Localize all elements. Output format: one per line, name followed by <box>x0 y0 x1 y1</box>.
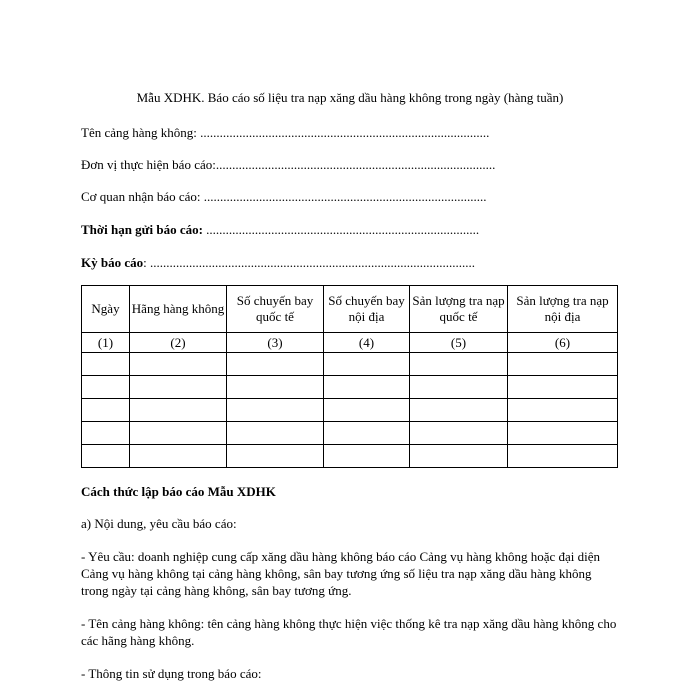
table-cell[interactable] <box>508 399 618 422</box>
table-row <box>82 399 618 422</box>
table-header-row <box>82 286 618 333</box>
field-dots: : .................................................................................................... <box>143 255 475 270</box>
table-cell[interactable] <box>130 399 227 422</box>
airport-name-paragraph: - Tên cảng hàng không: tên cảng hàng không thực hiện việc thống kê tra nạp xăng dầu hàng không cho các hãng hàng không. <box>81 616 617 648</box>
col-header-domestic-flights: Số chuyến bay nội địa <box>324 286 410 333</box>
col-header-date: Ngày <box>82 286 130 333</box>
report-info-paragraph: - Thông tin sử dụng trong báo cáo: <box>81 666 262 681</box>
col-number: (4) <box>324 333 410 353</box>
table-cell[interactable] <box>324 422 410 445</box>
field-label: Kỳ báo cáo <box>81 255 144 270</box>
table-cell[interactable] <box>130 353 227 376</box>
table-cell[interactable] <box>410 422 508 445</box>
table-cell[interactable] <box>227 422 324 445</box>
table-cell[interactable] <box>508 376 618 399</box>
table-cell[interactable] <box>227 376 324 399</box>
table-cell[interactable] <box>410 376 508 399</box>
table-cell[interactable] <box>227 399 324 422</box>
table-cell[interactable] <box>82 399 130 422</box>
col-header-domestic-volume: Sản lượng tra nạp nội địa <box>508 286 618 333</box>
table-cell[interactable] <box>324 445 410 468</box>
table-cell[interactable] <box>324 353 410 376</box>
table-cell[interactable] <box>410 399 508 422</box>
table-cell[interactable] <box>130 445 227 468</box>
field-dots: ....................................................................................... <box>200 189 487 204</box>
field-reporting-period <box>81 255 475 271</box>
field-deadline <box>81 222 479 238</box>
field-label: Cơ quan nhận báo cáo: <box>81 189 201 204</box>
field-reporting-unit <box>81 157 495 173</box>
table-cell[interactable] <box>227 353 324 376</box>
table-cell[interactable] <box>82 353 130 376</box>
col-number: (5) <box>410 333 508 353</box>
field-dots: ......................................................................................... <box>196 125 490 140</box>
col-number: (2) <box>130 333 227 353</box>
col-number: (1) <box>82 333 130 353</box>
requirements-paragraph: - Yêu cầu: doanh nghiệp cung cấp xăng dầu hàng không báo cáo Cảng vụ hàng không hoặc đại diện Cảng vụ hàng không tại cảng hàng không, sân bay tương ứng số liệu tra nạp xăng dầu hàng không trong ngày tại cảng hàng không, sân bay tương ứng. <box>81 549 601 598</box>
field-dots: .................................................................................... <box>202 222 480 237</box>
table-number-row <box>82 333 618 353</box>
col-number: (6) <box>508 333 618 353</box>
table-row <box>82 376 618 399</box>
table-cell[interactable] <box>82 422 130 445</box>
col-header-airline: Hãng hàng không <box>130 286 227 333</box>
field-receiving-agency <box>81 189 487 205</box>
table-cell[interactable] <box>508 445 618 468</box>
table-row <box>82 353 618 376</box>
table-cell[interactable] <box>508 422 618 445</box>
table-cell[interactable] <box>324 399 410 422</box>
field-label: Tên cảng hàng không: <box>81 125 197 140</box>
form-title: Mẫu XDHK. Báo cáo số liệu tra nạp xăng dầu hàng không trong ngày (hàng tuần) <box>136 90 564 105</box>
instructions-heading: Cách thức lập báo cáo Mẫu XDHK <box>81 484 276 499</box>
table-cell[interactable] <box>508 353 618 376</box>
table-row <box>82 422 618 445</box>
field-dots: ...................................................................................... <box>215 157 496 172</box>
table-cell[interactable] <box>227 445 324 468</box>
table-cell[interactable] <box>410 353 508 376</box>
field-label: Thời hạn gửi báo cáo: <box>81 222 203 237</box>
table-cell[interactable] <box>130 376 227 399</box>
table-cell[interactable] <box>82 376 130 399</box>
section-a-label: a) Nội dung, yêu cầu báo cáo: <box>81 516 237 531</box>
table-cell[interactable] <box>130 422 227 445</box>
field-airport-name <box>81 125 489 141</box>
table-row <box>82 445 618 468</box>
col-number: (3) <box>227 333 324 353</box>
table-cell[interactable] <box>410 445 508 468</box>
col-header-intl-volume: Sản lượng tra nạp quốc tế <box>410 286 508 333</box>
table-cell[interactable] <box>324 376 410 399</box>
table-cell[interactable] <box>82 445 130 468</box>
field-label: Đơn vị thực hiện báo cáo: <box>81 157 216 172</box>
report-table <box>81 285 618 468</box>
col-header-intl-flights: Số chuyến bay quốc tế <box>227 286 324 333</box>
